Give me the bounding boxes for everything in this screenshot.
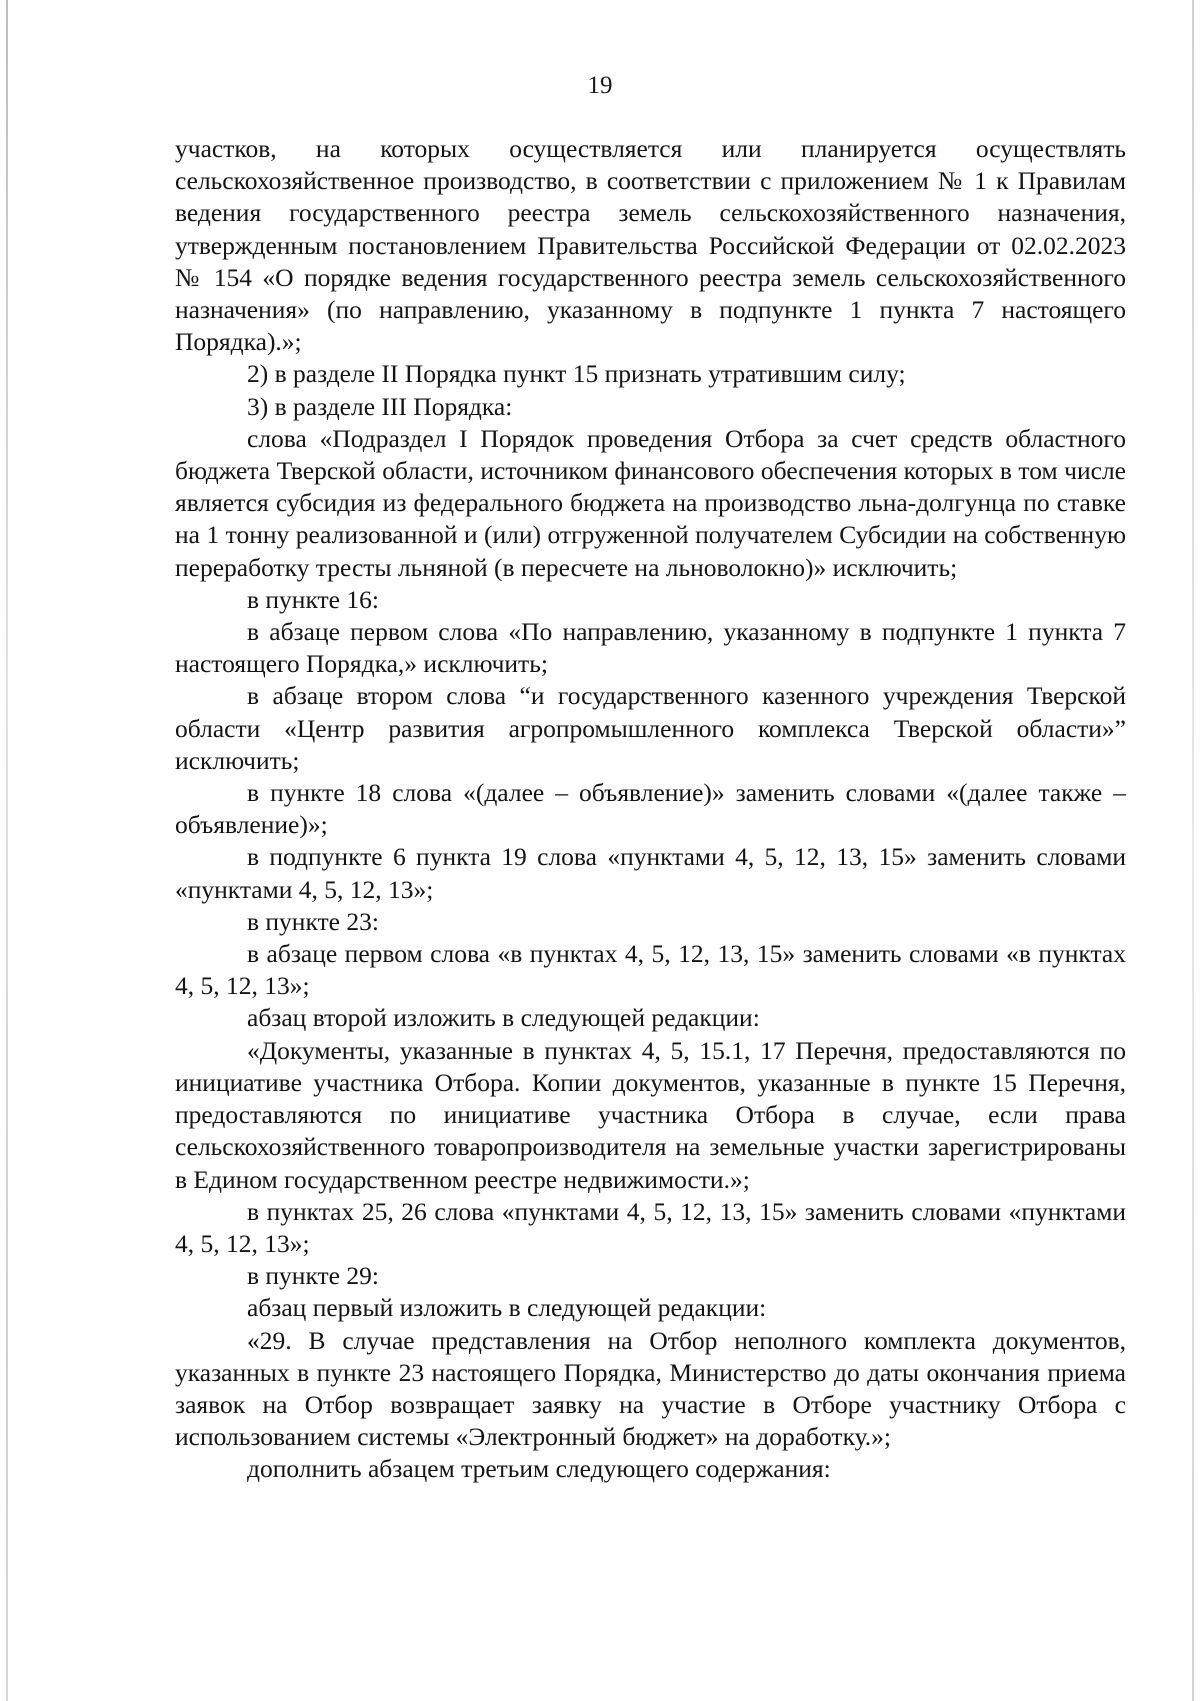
paragraph: дополнить абзацем третьим следующего содержания: [247, 1454, 831, 1484]
paragraph: в пункте 29: [247, 1261, 379, 1291]
paragraph: в абзаце первом слова «По направлению, указанному в подпункте 1 пункта 7 настоящего Порядка,» исключить; [175, 617, 1126, 679]
paragraph: 2) в разделе II Порядка пункт 15 признать утратившим силу; [247, 359, 906, 389]
paragraph: участков, на которых осуществляется или планируется осуществлять сельскохозяйственное производство, в соответствии с приложением № 1 к Правилам ведения государственного реестра земель сельскохозяйственного назначения, утвержденным постановлением Правительства Российской Федерации от 02.02.2023 № 154 «О порядке ведения государственного реестра земель сельскохозяйственного назначения» (по направлению, указанному в подпункте 1 пункта 7 настоящего Порядка).»; [175, 134, 1126, 357]
paragraph: в абзаце втором слова “и государственного казенного учреждения Тверской области «Центр развития агропромышленного комплекса Тверской области»” исключить; [175, 681, 1126, 775]
paragraph: в пункте 18 слова «(далее – объявление)» заменить словами «(далее также – объявление)»; [175, 778, 1126, 840]
paragraph: в пункте 16: [247, 584, 379, 614]
paragraph: в пункте 23: [247, 906, 379, 936]
paragraph: в абзаце первом слова «в пунктах 4, 5, 12, 13, 15» заменить словами «в пунктах 4, 5, 12, 13»; [175, 939, 1126, 1001]
paragraph: «Документы, указанные в пунктах 4, 5, 15.1, 17 Перечня, предоставляются по инициативе участника Отбора. Копии документов, указанные в пункте 15 Перечня, предоставляются по инициативе участника Отбора в случае, если права сельскохозяйственного товаропроизводителя на земельные участки зарегистрированы в Едином государственном реестре недвижимости.»; [175, 1035, 1126, 1194]
paragraph: 3) в разделе III Порядка: [247, 391, 513, 421]
page-number: 19 [587, 72, 613, 99]
paragraph: в пунктах 25, 26 слова «пунктами 4, 5, 12, 13, 15» заменить словами «пунктами 4, 5, 12, 13»; [175, 1196, 1126, 1258]
paragraph: абзац второй изложить в следующей редакции: [247, 1003, 760, 1033]
paragraph: абзац первый изложить в следующей редакции: [247, 1293, 767, 1323]
paragraph: в подпункте 6 пункта 19 слова «пунктами 4, 5, 12, 13, 15» заменить словами «пунктами 4, 5, 12, 13»; [175, 842, 1126, 904]
scan-edge-left [6, 0, 8, 1701]
paragraph: «29. В случае представления на Отбор неполного комплекта документов, указанных в пункте 23 настоящего Порядка, Министерство до даты окончания приема заявок на Отбор возвращает заявку на участие в Отборе участнику Отбора с использованием системы «Электронный бюджет» на доработку.»; [175, 1325, 1126, 1452]
document-body [175, 133, 1126, 1486]
paragraph: слова «Подраздел I Порядок проведения Отбора за счет средств областного бюджета Тверской области, источником финансового обеспечения которых в том числе является субсидия из федерального бюджета на производство льна-долгунца по ставке на 1 тонну реализованной и (или) отгруженной получателем Субсидии на собственную переработку тресты льняной (в пересчете на льноволокно)» исключить; [175, 423, 1126, 582]
scan-edge-right [1192, 0, 1194, 1701]
